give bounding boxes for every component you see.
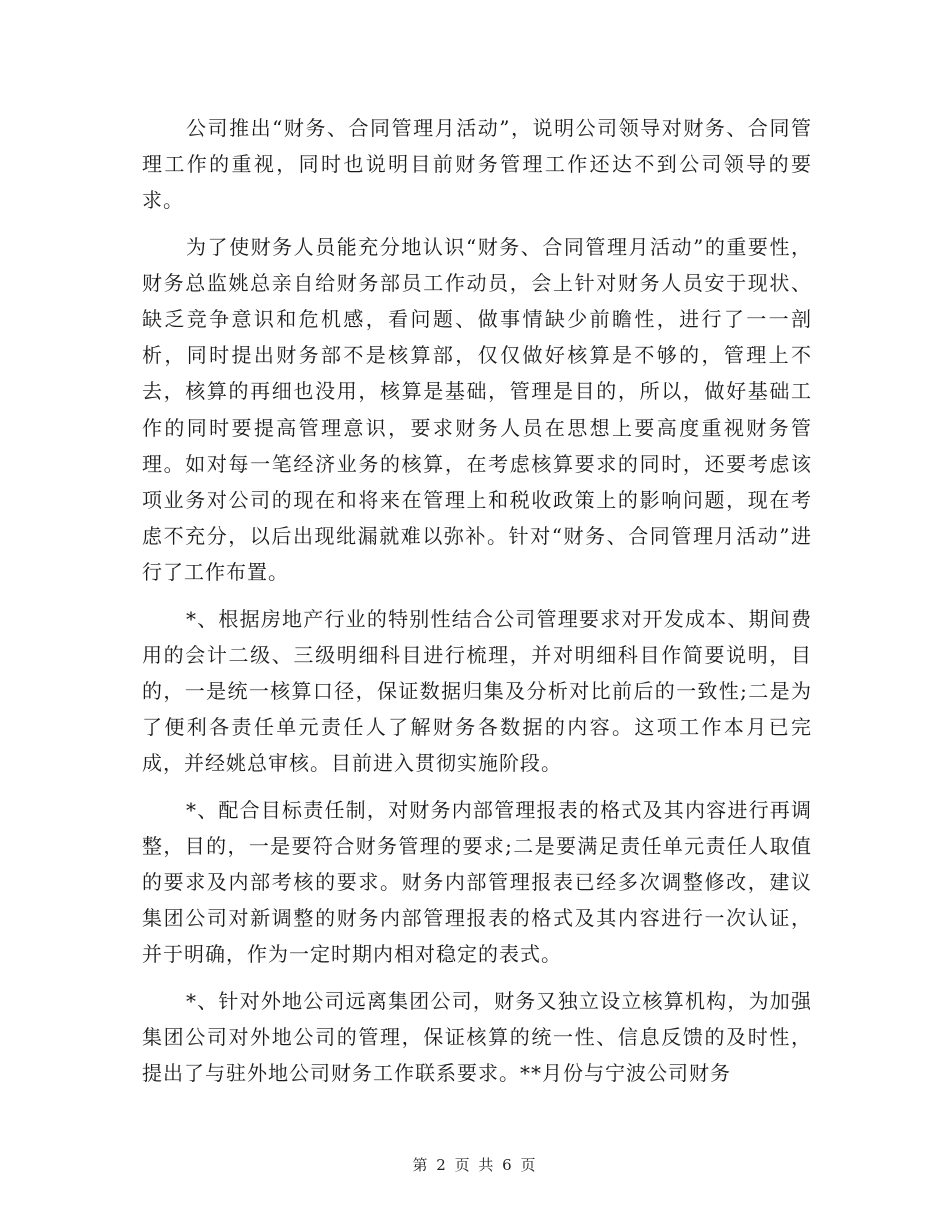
document-body <box>142 110 812 1091</box>
paragraph-2: 为了使财务人员能充分地认识“财务、合同管理月活动”的重要性，财务总监姚总亲自给财务部员工作动员，会上针对财务人员安于现状、缺乏竞争意识和危机感，看问题、做事情缺少前瞻性，进行了一一剖析，同时提出财务部不是核算部，仅仅做好核算是不够的，管理上不去，核算的再细也没用，核算是基础，管理是目的，所以，做好基础工作的同时要提高管理意识，要求财务人员在思想上要高度重视财务管理。如对每一笔经济业务的核算，在考虑核算要求的同时，还要考虑该项业务对公司的现在和将来在管理上和税收政策上的影响问题，现在考虑不充分，以后出现纰漏就难以弥补。针对“财务、合同管理月活动”进行了工作布置。 <box>142 234 812 585</box>
page-number-footer: 第 2 页 共 6 页 <box>412 1156 538 1174</box>
paragraph-4: *、配合目标责任制，对财务内部管理报表的格式及其内容进行再调整，目的，一是要符合财务管理的要求;二是要满足责任单元责任人取值的要求及内部考核的要求。财务内部管理报表已经多次调整修改，建议集团公司对新调整的财务内部管理报表的格式及其内容进行一次认证，并于明确，作为一定时期内相对稳定的表式。 <box>142 797 812 967</box>
paragraph-5: *、针对外地公司远离集团公司，财务又独立设立核算机构，为加强集团公司对外地公司的管理，保证核算的统一性、信息反馈的及时性，提出了与驻外地公司财务工作联系要求。**月份与宁波公司财务 <box>142 988 812 1086</box>
paragraph-1: 公司推出“财务、合同管理月活动”，说明公司领导对财务、合同管理工作的重视，同时也说明目前财务管理工作还达不到公司领导的要求。 <box>142 116 812 213</box>
paragraph-3: *、根据房地产行业的特别性结合公司管理要求对开发成本、期间费用的会计二级、三级明细科目进行梳理，并对明细科目作简要说明，目的，一是统一核算口径，保证数据归集及分析对比前后的一致性;二是为了便利各责任单元责任人了解财务各数据的内容。这项工作本月已完成，并经姚总审核。目前进入贯彻实施阶段。 <box>142 606 812 776</box>
